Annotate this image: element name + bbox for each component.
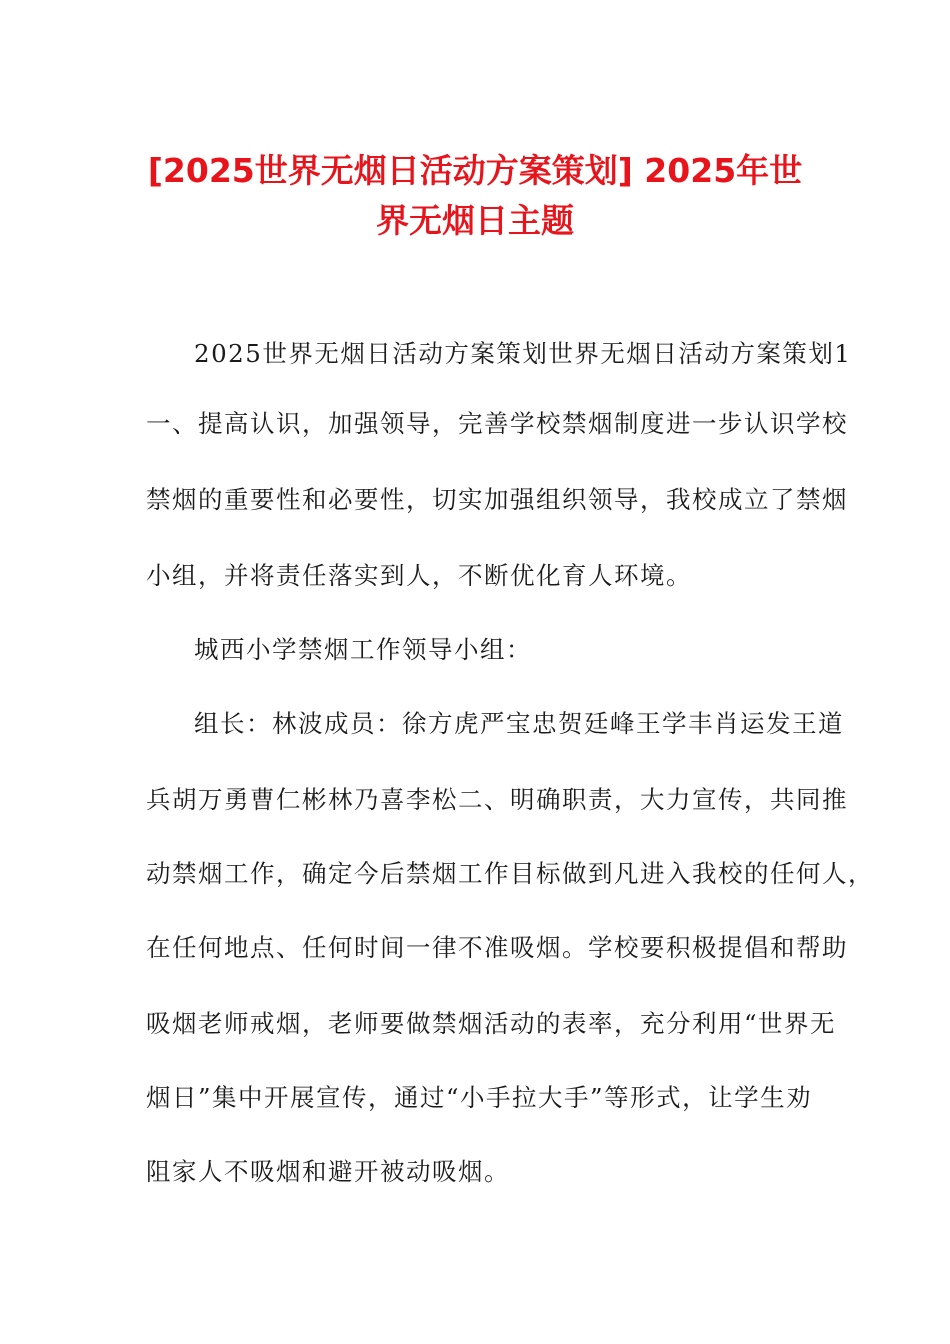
title-line-2: 界无烟日主题 xyxy=(376,201,574,240)
title-line-1: [2025世界无烟日活动方案策划] 2025年世 xyxy=(147,151,803,190)
body-line: 烟日”集中开展宣传，通过“小手拉大手”等形式，让学生劝 xyxy=(146,1083,813,1112)
body-line: 兵胡万勇曹仁彬林乃喜李松二、明确职责，大力宣传，共同推 xyxy=(146,785,848,814)
document-title xyxy=(120,146,830,246)
body-line: 禁烟的重要性和必要性，切实加强组织领导，我校成立了禁烟 xyxy=(146,485,848,514)
body-line: 在任何地点、任何时间一律不准吸烟。学校要积极提倡和帮助 xyxy=(146,933,848,962)
body-line: 组长：林波成员：徐方虎严宝忠贺廷峰王学丰肖运发王道 xyxy=(194,709,844,738)
body-line: 2025世界无烟日活动方案策划世界无烟日活动方案策划1 xyxy=(194,339,852,368)
body-line: 吸烟老师戒烟，老师要做禁烟活动的表率，充分利用“世界无 xyxy=(146,1009,837,1038)
body-line: 城西小学禁烟工作领导小组： xyxy=(194,635,532,664)
body-line: 阻家人不吸烟和避开被动吸烟。 xyxy=(146,1157,510,1186)
body-line: 小组，并将责任落实到人，不断优化育人环境。 xyxy=(146,561,692,590)
body-line: 动禁烟工作，确定今后禁烟工作目标做到凡进入我校的任何人， xyxy=(146,859,874,888)
body-line: 一、提高认识，加强领导，完善学校禁烟制度进一步认识学校 xyxy=(146,409,848,438)
